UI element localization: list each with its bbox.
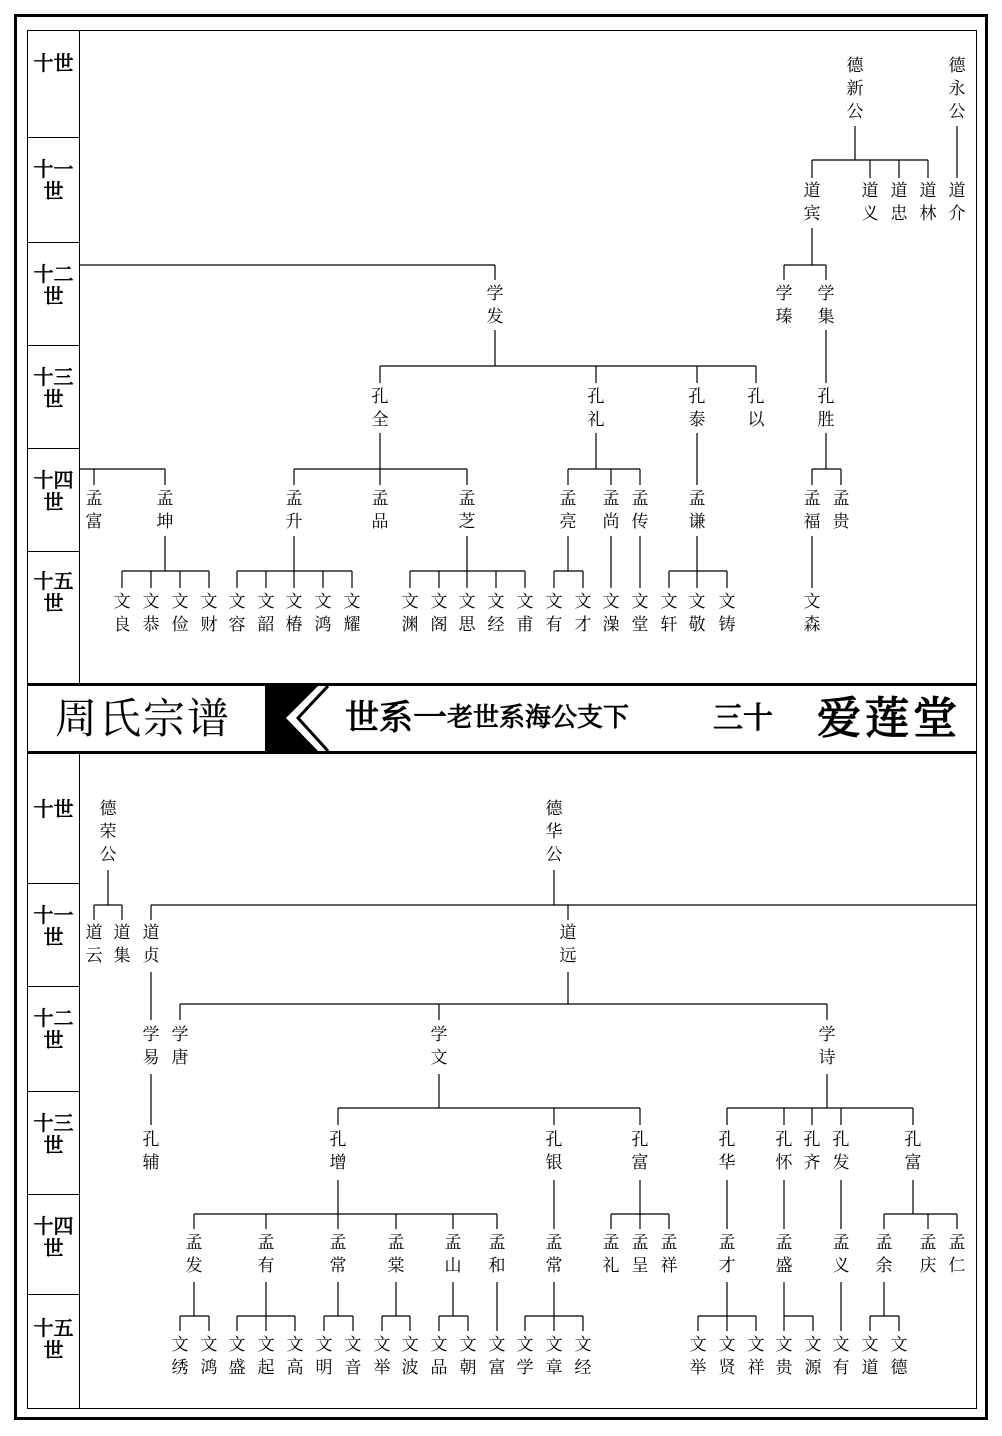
- person-node: 文渊: [401, 592, 419, 635]
- generation-label: 十二世: [33, 262, 74, 308]
- person-node: 道贞: [142, 923, 160, 966]
- person-node: 学集: [817, 284, 835, 327]
- person-node: 文明: [315, 1335, 333, 1378]
- person-node: 德新公: [846, 56, 864, 122]
- generation-label: 十四世: [33, 1214, 74, 1260]
- person-node: 文祥: [747, 1335, 765, 1378]
- person-node: 文高: [286, 1335, 304, 1378]
- person-node: 孔胜: [817, 387, 835, 430]
- book-title: 周氏宗谱: [55, 694, 232, 743]
- person-node: 孟有: [257, 1233, 275, 1276]
- person-node: 文起: [257, 1335, 275, 1378]
- person-node: 文财: [200, 592, 218, 635]
- person-node: 孔增: [329, 1130, 347, 1173]
- person-node: 孟义: [832, 1233, 850, 1276]
- person-node: 孟亮: [559, 489, 577, 532]
- person-node: 文甫: [516, 592, 534, 635]
- person-node: 孟山: [444, 1233, 462, 1276]
- person-node: 文盛: [228, 1335, 246, 1378]
- person-node: 孔辅: [142, 1130, 160, 1173]
- person-node: 孔怀: [775, 1130, 793, 1173]
- person-node: 文阁: [430, 592, 448, 635]
- person-node: 道云: [85, 923, 103, 966]
- person-node: 孟谦: [688, 489, 706, 532]
- generation-label: 十世: [33, 797, 74, 821]
- generation-label: 十三世: [33, 365, 74, 411]
- person-node: 文经: [487, 592, 505, 635]
- person-node: 学瑧: [775, 284, 793, 327]
- person-node: 文俭: [171, 592, 189, 635]
- person-node: 文举: [373, 1335, 391, 1378]
- person-node: 德永公: [948, 56, 966, 122]
- person-node: 文朝: [459, 1335, 477, 1378]
- person-node: 道宾: [803, 181, 821, 224]
- person-node: 文椿: [285, 592, 303, 635]
- person-node: 文有: [545, 592, 563, 635]
- person-node: 文良: [113, 592, 131, 635]
- person-node: 孟盛: [775, 1233, 793, 1276]
- generation-label: 十二世: [33, 1006, 74, 1052]
- person-node: 文有: [832, 1335, 850, 1378]
- person-node: 孟贵: [832, 489, 850, 532]
- person-node: 文举: [689, 1335, 707, 1378]
- branch-label: 老世系海公支下: [447, 703, 630, 733]
- person-node: 孟传: [631, 489, 649, 532]
- generation-label: 十一世: [33, 903, 74, 949]
- person-node: 孟常: [329, 1233, 347, 1276]
- person-node: 文恭: [142, 592, 160, 635]
- person-node: 文耀: [343, 592, 361, 635]
- person-node: 文富: [488, 1335, 506, 1378]
- person-node: 孟呈: [631, 1233, 649, 1276]
- person-node: 孟祥: [660, 1233, 678, 1276]
- person-node: 文韶: [257, 592, 275, 635]
- person-node: 文贤: [718, 1335, 736, 1378]
- person-node: 文经: [574, 1335, 592, 1378]
- person-node: 孟和: [488, 1233, 506, 1276]
- person-node: 文轩: [660, 592, 678, 635]
- person-node: 孔以: [747, 387, 765, 430]
- person-node: 道义: [861, 181, 879, 224]
- person-node: 孔银: [545, 1130, 563, 1173]
- person-node: 道集: [113, 923, 131, 966]
- person-node: 孔泰: [688, 387, 706, 430]
- person-node: 文澡: [602, 592, 620, 635]
- person-node: 孟尚: [602, 489, 620, 532]
- person-node: 文鸿: [314, 592, 332, 635]
- section-label: 世系一: [345, 698, 447, 738]
- person-node: 文音: [344, 1335, 362, 1378]
- person-node: 孟才: [718, 1233, 736, 1276]
- generation-label: 十一世: [33, 157, 74, 203]
- person-node: 文德: [890, 1335, 908, 1378]
- generation-label: 十五世: [33, 569, 74, 615]
- generation-label: 十五世: [33, 1316, 74, 1362]
- person-node: 文学: [516, 1335, 534, 1378]
- person-node: 德华公: [545, 799, 563, 865]
- person-node: 文思: [458, 592, 476, 635]
- person-node: 孟棠: [387, 1233, 405, 1276]
- person-node: 学易: [142, 1025, 160, 1068]
- person-node: 学唐: [171, 1025, 189, 1068]
- generation-label: 十三世: [33, 1111, 74, 1157]
- person-node: 文道: [861, 1335, 879, 1378]
- person-node: 孟常: [545, 1233, 563, 1276]
- person-node: 文贵: [775, 1335, 793, 1378]
- person-node: 孔富: [631, 1130, 649, 1173]
- person-node: 孟芝: [458, 489, 476, 532]
- person-node: 孟仁: [948, 1233, 966, 1276]
- person-node: 孔华: [718, 1130, 736, 1173]
- person-node: 文才: [574, 592, 592, 635]
- person-node: 孟余: [875, 1233, 893, 1276]
- person-node: 文敬: [688, 592, 706, 635]
- person-node: 孟福: [803, 489, 821, 532]
- person-node: 文堂: [631, 592, 649, 635]
- generation-label: 十四世: [33, 468, 74, 514]
- person-node: 文波: [401, 1335, 419, 1378]
- generation-label: 十世: [33, 51, 74, 75]
- person-node: 文森: [803, 592, 821, 635]
- person-node: 孔齐: [803, 1130, 821, 1173]
- person-node: 文源: [804, 1335, 822, 1378]
- person-node: 文品: [430, 1335, 448, 1378]
- person-node: 孟品: [371, 489, 389, 532]
- person-node: 道林: [919, 181, 937, 224]
- person-node: 文绣: [171, 1335, 189, 1378]
- person-node: 学诗: [818, 1025, 836, 1068]
- person-node: 文章: [545, 1335, 563, 1378]
- person-node: 孟坤: [156, 489, 174, 532]
- person-node: 孟富: [85, 489, 103, 532]
- person-node: 孟发: [185, 1233, 203, 1276]
- person-node: 文鸿: [200, 1335, 218, 1378]
- person-node: 孟庆: [919, 1233, 937, 1276]
- person-node: 孔全: [371, 387, 389, 430]
- person-node: 学文: [430, 1025, 448, 1068]
- person-node: 孟升: [285, 489, 303, 532]
- person-node: 文铸: [718, 592, 736, 635]
- person-node: 孟礼: [602, 1233, 620, 1276]
- person-node: 孔发: [832, 1130, 850, 1173]
- person-node: 孔富: [904, 1130, 922, 1173]
- page-number: 三十: [713, 701, 773, 736]
- person-node: 道忠: [890, 181, 908, 224]
- person-node: 道远: [559, 923, 577, 966]
- hall-name: 爱莲堂: [817, 693, 961, 744]
- person-node: 德荣公: [99, 799, 117, 865]
- person-node: 道介: [948, 181, 966, 224]
- person-node: 学发: [486, 284, 504, 327]
- person-node: 文容: [228, 592, 246, 635]
- person-node: 孔礼: [587, 387, 605, 430]
